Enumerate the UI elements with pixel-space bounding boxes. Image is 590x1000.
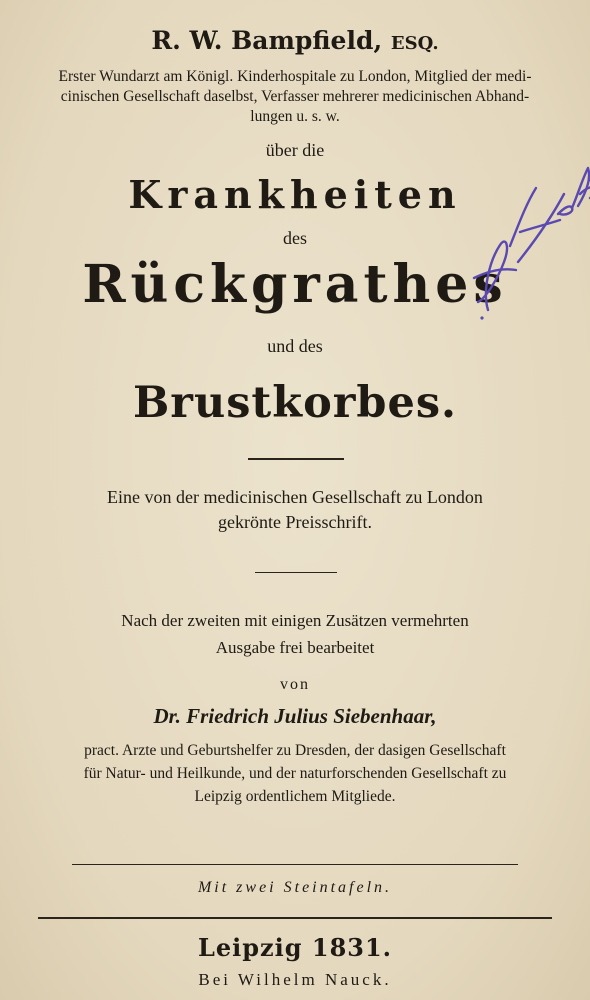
handwritten-signature	[460, 150, 590, 340]
subtitle-line-2: gekrönte Preisschrift.	[218, 512, 372, 532]
title-rueckgrathes: Rückgrathes	[82, 254, 508, 315]
divider-rule	[255, 572, 337, 573]
affiliation-line-1: Erster Wundarzt am Königl. Kinderhospitale zu London, Mitglied der medi-	[58, 68, 532, 85]
imprint-publisher: Bei Wilhelm Nauck.	[198, 970, 392, 989]
ueber-die: über die	[265, 140, 325, 160]
divider-rule	[72, 864, 518, 865]
edition-line-1: Nach der zweiten mit einigen Zusätzen vermehrten	[121, 611, 469, 630]
title-brustkorbes: Brustkorbes.	[132, 378, 458, 428]
affiliation-line-2: cinischen Gesellschaft daselbst, Verfasser mehrerer medicinischen Abhand-	[60, 88, 530, 105]
title-und-des: und des	[267, 336, 323, 356]
translator-titles-line-2: für Natur- und Heilkunde, und der naturforschenden Gesellschaft zu	[83, 765, 507, 782]
von-label: von	[280, 676, 310, 693]
divider-rule	[38, 917, 552, 919]
plates-note: Mit zwei Steintafeln.	[197, 879, 393, 896]
author-line	[0, 26, 590, 55]
translator-titles-line-1: pract. Arzte und Geburtshelfer zu Dresden, der dasigen Gesellschaft	[84, 742, 506, 759]
subtitle-line-1: Eine von der medicinischen Gesellschaft zu London	[107, 487, 483, 507]
title-krankheiten: Krankheiten	[128, 172, 462, 217]
translator-name: Dr. Friedrich Julius Siebenhaar,	[153, 704, 437, 728]
title-des: des	[283, 228, 307, 248]
author-suffix: ESQ.	[390, 33, 439, 54]
author-name: R. W. Bampfield,	[151, 26, 383, 55]
affiliation-line-3: lungen u. s. w.	[250, 108, 340, 125]
imprint-place-year: Leipzig 1831.	[197, 933, 393, 962]
edition-line-2: Ausgabe frei bearbeitet	[215, 638, 375, 657]
translator-titles-line-3: Leipzig ordentlichem Mitgliede.	[194, 788, 396, 805]
divider-rule	[248, 458, 344, 460]
